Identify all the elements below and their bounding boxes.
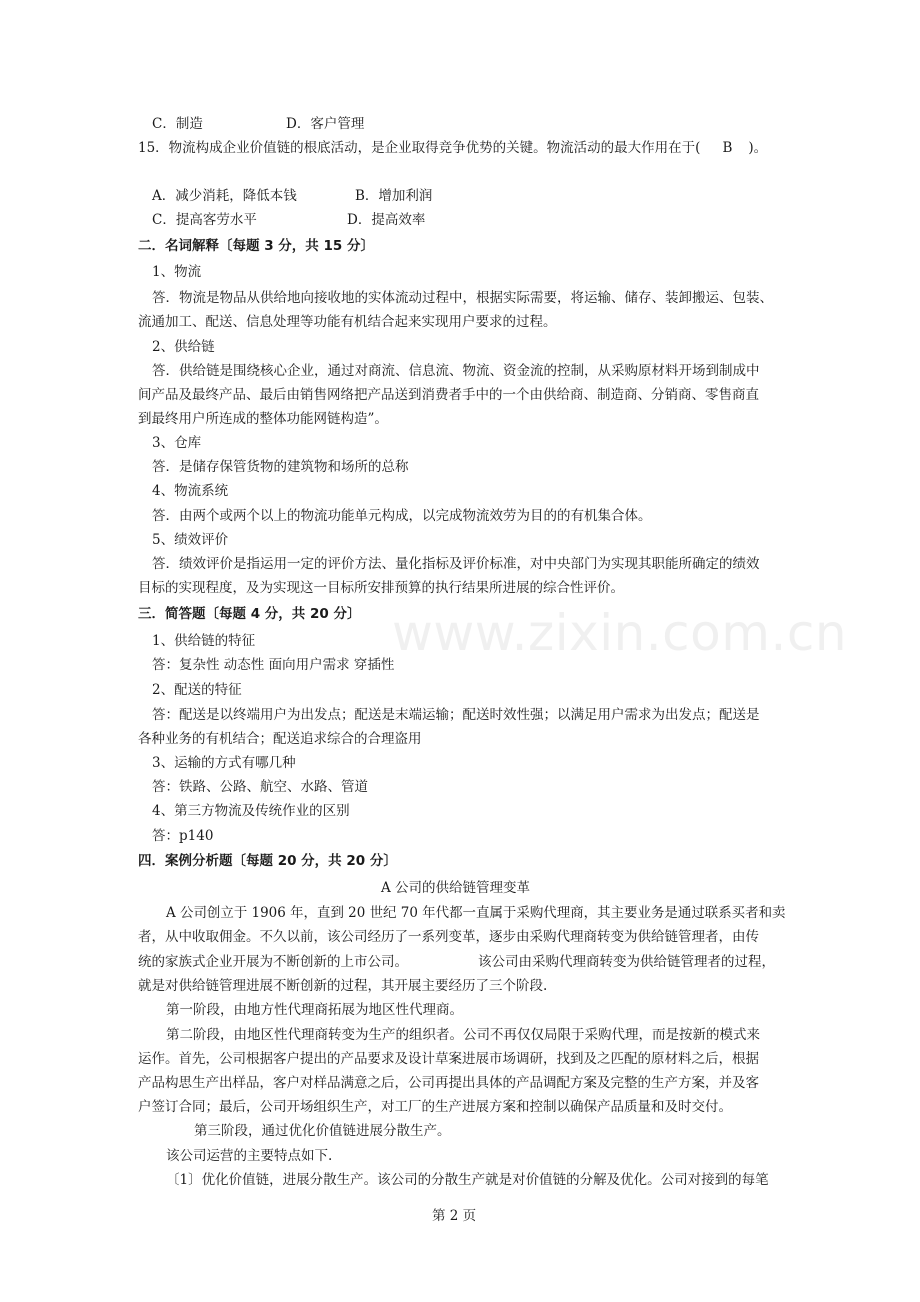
short-q-1: 1、供给链的特征 bbox=[152, 633, 256, 649]
q15-option-d: D．提高效率 bbox=[347, 212, 426, 228]
term-2-answer-line-3: 到最终用户所连成的整体功能网链构造”。 bbox=[138, 411, 388, 427]
q14-option-c: C．制造 bbox=[152, 116, 203, 132]
short-q-3-answer: 答：铁路、公路、航空、水路、管道 bbox=[152, 779, 368, 795]
q15-question bbox=[138, 138, 767, 158]
case-para-2: 第一阶段，由地方性代理商拓展为地区性代理商。 bbox=[166, 1002, 463, 1018]
short-q-4-answer: 答：p140 bbox=[152, 828, 214, 844]
term-3: 3、仓库 bbox=[152, 435, 202, 451]
section-4-title: 四．案例分析题〔每题 20 分，共 20 分〕 bbox=[138, 853, 397, 869]
short-q-3: 3、运输的方式有哪几种 bbox=[152, 755, 296, 771]
term-5: 5、绩效评价 bbox=[152, 532, 229, 548]
short-q-2-answer-line-2: 各种业务的有机结合；配送追求综合的合理盗用 bbox=[138, 731, 422, 747]
q15-option-a: A．减少消耗，降低本钱 bbox=[152, 188, 297, 204]
term-4: 4、物流系统 bbox=[152, 483, 229, 499]
term-2-answer-line-1: 答．供给链是围绕核心企业，通过对商流、信息流、物流、资金流的控制，从采购原材料开场到制成中 bbox=[152, 363, 760, 379]
term-1-answer-line-2: 流通加工、配送、信息处理等功能有机结合起来实现用户要求的过程。 bbox=[138, 314, 557, 330]
case-para-3-line-2: 运作。首先，公司根据客户提出的产品要求及设计草案进展市场调研，找到及之匹配的原材料之后，根据 bbox=[138, 1051, 759, 1067]
case-para-4: 第三阶段，通过优化价值链进展分散生产。 bbox=[194, 1123, 451, 1139]
page-number: 第 2 页 bbox=[432, 1208, 477, 1224]
q15-option-b: B．增加利润 bbox=[355, 188, 433, 204]
section-3-title: 三．简答题〔每题 4 分，共 20 分〕 bbox=[138, 606, 361, 622]
term-5-answer-line-1: 答．绩效评价是指运用一定的评价方法、量化指标及评价标准，对中央部门为实现其职能所确定的绩效 bbox=[152, 556, 760, 572]
short-q-1-answer: 答：复杂性 动态性 面向用户需求 穿插性 bbox=[152, 657, 395, 673]
case-para-3-line-3: 产品构思生产出样品，客户对样品满意之后，公司再提出具体的产品调配方案及完整的生产方案，并及客 bbox=[138, 1075, 759, 1091]
case-para-1-line-3 bbox=[138, 952, 775, 972]
short-q-4: 4、第三方物流及传统作业的区别 bbox=[152, 803, 350, 819]
term-1-answer-line-1: 答．物流是物品从供给地向接收地的实体流动过程中，根据实际需要，将运输、储存、装卸搬运、包装、 bbox=[152, 290, 773, 306]
case-para-3-line-4: 户签订合同；最后，公司开场组织生产，对工厂的生产进展方案和控制以确保产品质量和及时交付。 bbox=[138, 1099, 732, 1115]
q15-answer: B bbox=[722, 140, 733, 156]
case-para-3-line-1: 第二阶段，由地区性代理商转变为生产的组织者。公司不再仅仅局限于采购代理，而是按新的模式来 bbox=[166, 1027, 760, 1043]
term-3-answer: 答．是储存保管货物的建筑物和场所的总称 bbox=[152, 459, 409, 475]
q15-option-c: C．提高客劳水平 bbox=[152, 212, 257, 228]
term-2-answer-line-2: 间产品及最终产品、最后由销售网络把产品送到消费者手中的一个由供给商、制造商、分销商、零售商直 bbox=[138, 387, 759, 403]
short-q-2: 2、配送的特征 bbox=[152, 682, 242, 698]
q15-text: 15．物流构成企业价值链的根底活动，是企业取得竞争优势的关键。物流活动的最大作用在于( bbox=[138, 140, 701, 156]
case-para-1-line-1: A 公司创立于 1906 年，直到 20 世纪 70 年代都一直属于采购代理商，其主要业务是通过联系买者和卖 bbox=[166, 905, 786, 921]
term-1: 1、物流 bbox=[152, 264, 202, 280]
q15-close: )。 bbox=[748, 140, 768, 156]
case-para-5: 该公司运营的主要特点如下. bbox=[166, 1148, 333, 1164]
short-q-2-answer-line-1: 答：配送是以终端用户为出发点；配送是末端运输；配送时效性强；以满足用户需求为出发点；配送是 bbox=[152, 707, 760, 723]
case-para-1-line-4: 就是对供给链管理进展不断创新的过程，其开展主要经历了三个阶段. bbox=[138, 978, 548, 994]
q14-option-d: D．客户管理 bbox=[286, 116, 365, 132]
case-para-1-line-2: 者，从中收取佣金。不久以前，该公司经历了一系列变革，逐步由采购代理商转变为供给链管理者，由传 bbox=[138, 929, 759, 945]
term-2: 2、供给链 bbox=[152, 339, 215, 355]
case-title: A 公司的供给链管理变革 bbox=[381, 880, 531, 896]
term-5-answer-line-2: 目标的实现程度，及为实现这一目标所安排预算的执行结果所进展的综合性评价。 bbox=[138, 580, 624, 596]
case-para-1-line-3-part-b: 该公司由采购代理商转变为供给链管理者的过程， bbox=[478, 954, 775, 970]
term-4-answer: 答．由两个或两个以上的物流功能单元构成，以完成物流效劳为目的的有机集合体。 bbox=[152, 508, 652, 524]
case-para-6: 〔1〕优化价值链，进展分散生产。该公司的分散生产就是对价值链的分解及优化。公司对接到的每笔 bbox=[166, 1172, 769, 1188]
watermark: www.zixin.com.cn bbox=[392, 604, 848, 662]
case-para-1-line-3-part-a: 统的家族式企业开展为不断创新的上市公司。 bbox=[138, 954, 408, 970]
section-2-title: 二．名词解释〔每题 3 分，共 15 分〕 bbox=[138, 238, 374, 254]
